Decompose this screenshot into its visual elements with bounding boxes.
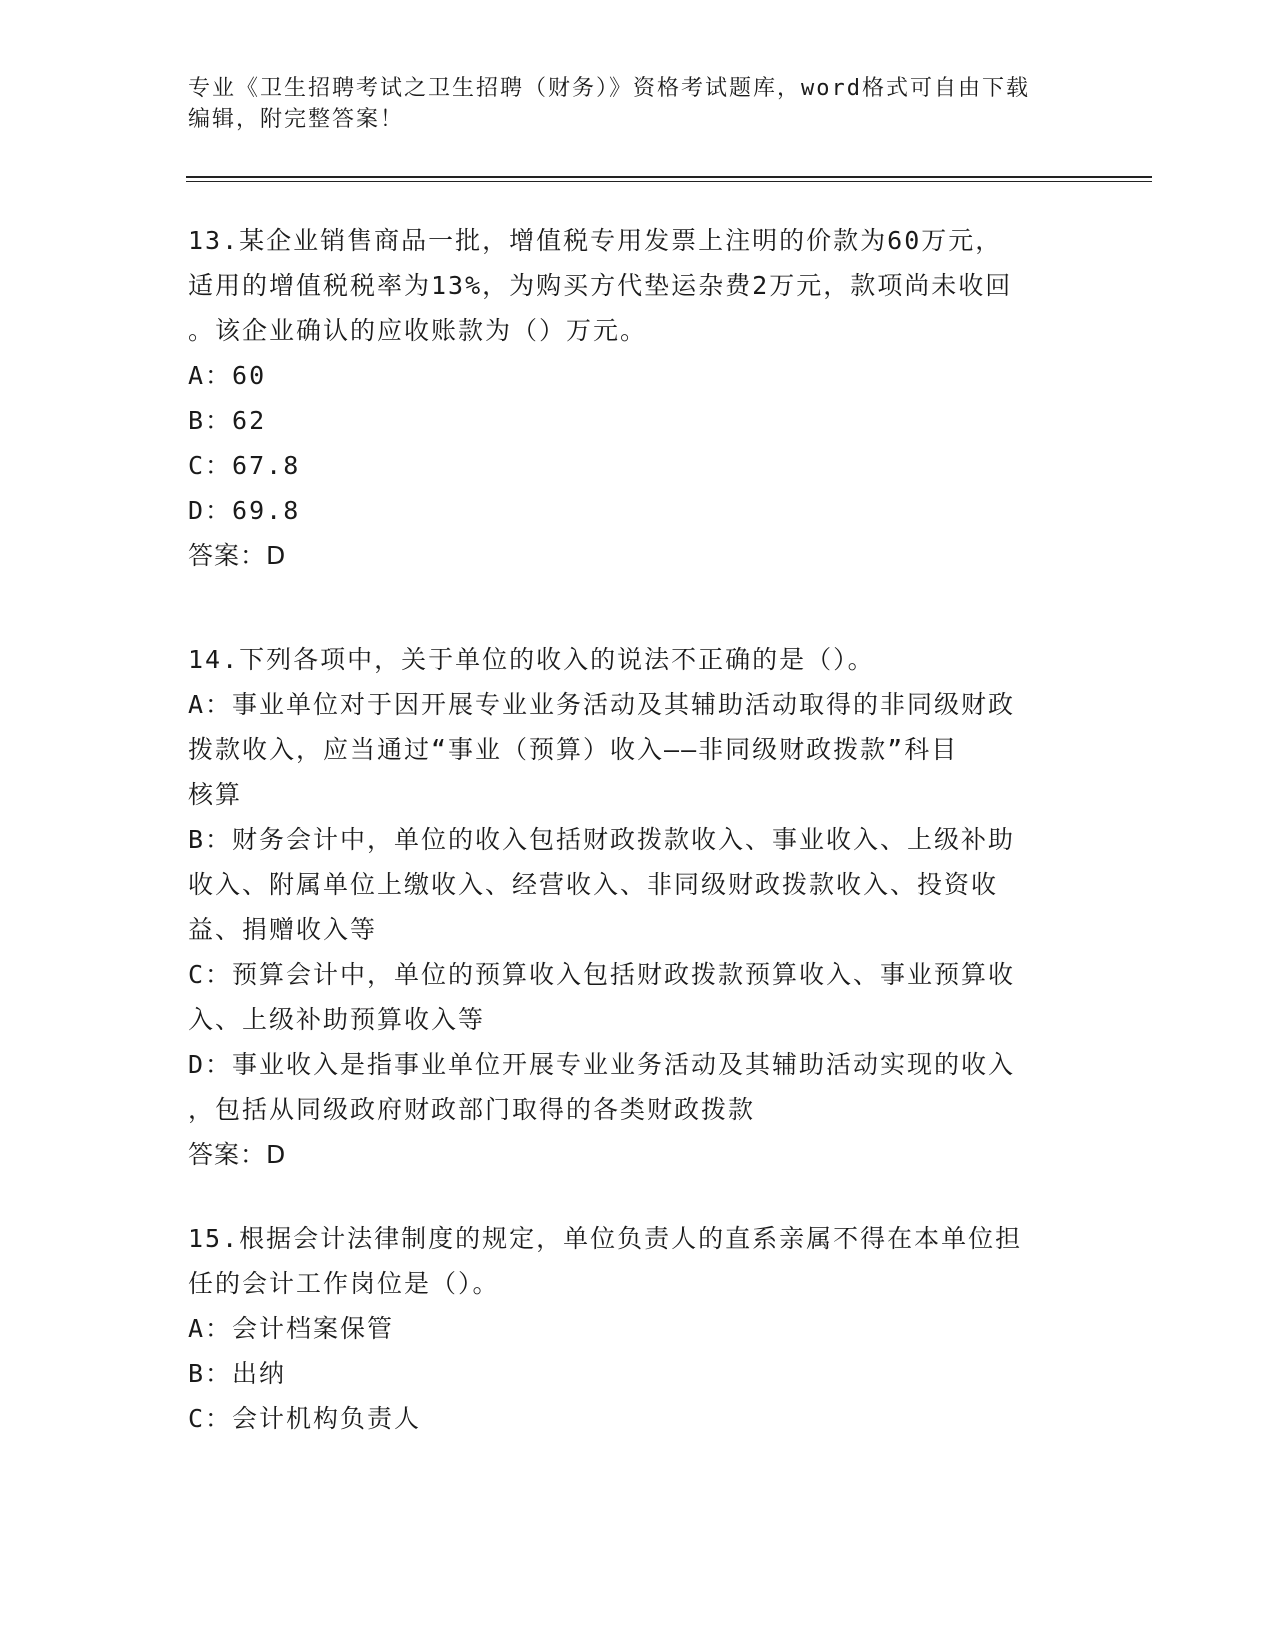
option-d-continued: ，包括从同级政府财政部门取得的各类财政拨款: [188, 1095, 756, 1124]
option-d: D：69.8: [188, 496, 301, 525]
option-b: B：财务会计中，单位的收入包括财政拨款收入、事业收入、上级补助: [188, 825, 1016, 854]
header-line-1: 专业《卫生招聘考试之卫生招聘（财务）》资格考试题库，word格式可自由下载: [188, 76, 1030, 101]
option-a: A：事业单位对于因开展专业业务活动及其辅助活动取得的非同级财政: [188, 690, 1016, 719]
question-stem-line: 任的会计工作岗位是（）。: [188, 1269, 500, 1298]
question-13: [188, 218, 1088, 578]
question-stem-line: 13.某企业销售商品一批，增值税专用发票上注明的价款为60万元，: [188, 226, 1003, 255]
header-divider-thin: [186, 181, 1152, 182]
header-divider-thick: [186, 176, 1152, 178]
option-a: A：60: [188, 361, 267, 390]
option-b: B：出纳: [188, 1359, 287, 1388]
option-c-continued: 入、上级补助预算收入等: [188, 1005, 486, 1034]
question-stem-line: 适用的增值税税率为13%，为购买方代垫运杂费2万元，款项尚未收回: [188, 271, 1013, 300]
question-stem-line: 14.下列各项中，关于单位的收入的说法不正确的是（）。: [188, 645, 875, 674]
header-line-2: 编辑，附完整答案！: [188, 107, 405, 132]
option-b-continued: 收入、附属单位上缴收入、经营收入、非同级财政拨款收入、投资收: [188, 870, 999, 899]
option-c: C：预算会计中，单位的预算收入包括财政拨款预算收入、事业预算收: [188, 960, 1016, 989]
option-a-continued: 拨款收入，应当通过“事业（预算）收入——非同级财政拨款”科目: [188, 735, 959, 764]
option-b-continued: 益、捐赠收入等: [188, 915, 378, 944]
document-header: [188, 73, 1068, 135]
option-b: B：62: [188, 406, 267, 435]
question-stem-line: 15.根据会计法律制度的规定，单位负责人的直系亲属不得在本单位担: [188, 1224, 1023, 1253]
question-15: [188, 1216, 1088, 1441]
option-d: D：事业收入是指事业单位开展专业业务活动及其辅助活动实现的收入: [188, 1050, 1016, 1079]
question-stem-line: 。该企业确认的应收账款为（）万元。: [188, 316, 648, 345]
question-14: [188, 637, 1088, 1177]
option-a: A：会计档案保管: [188, 1314, 395, 1343]
option-c: C：会计机构负责人: [188, 1404, 422, 1433]
answer-line: 答案：D: [188, 1140, 287, 1169]
option-c: C：67.8: [188, 451, 301, 480]
option-a-continued: 核算: [188, 780, 243, 809]
answer-line: 答案：D: [188, 541, 287, 570]
